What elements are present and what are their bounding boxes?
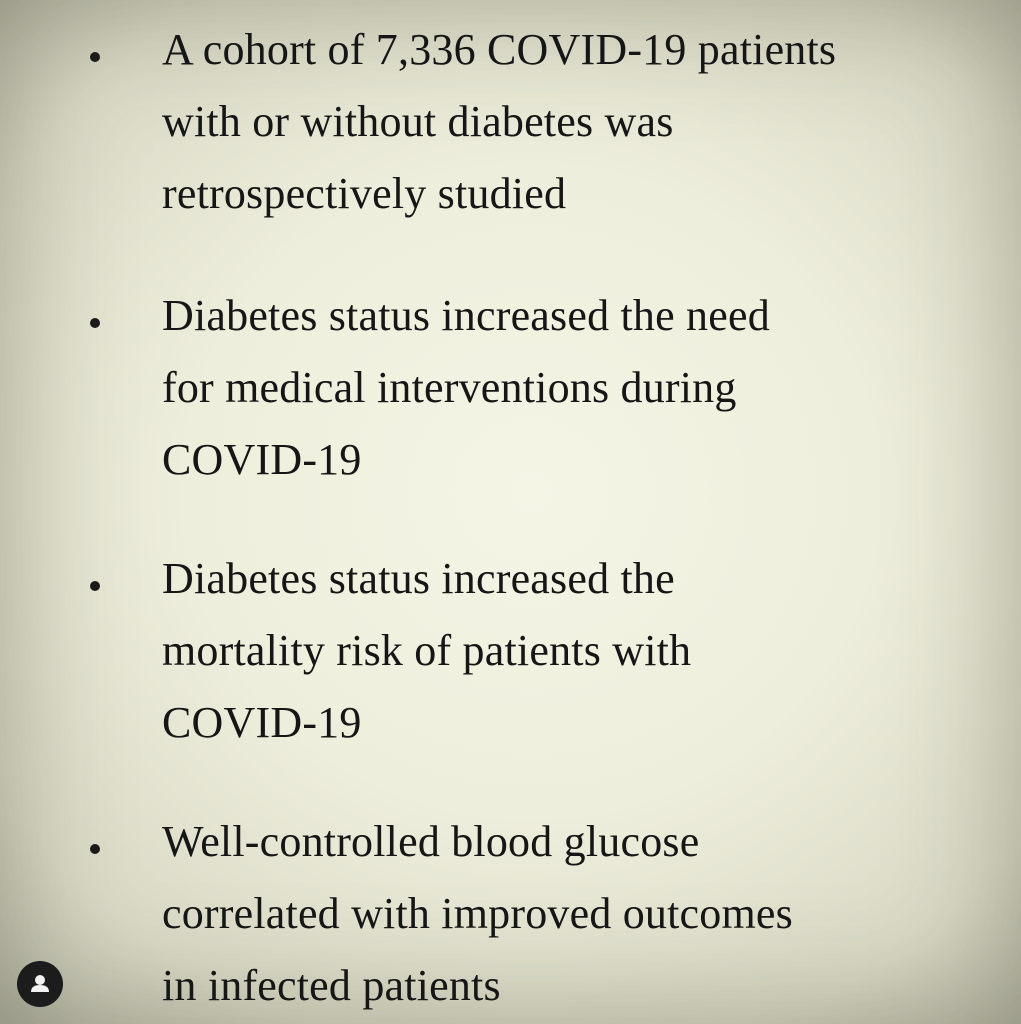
bullet-dot-icon xyxy=(90,318,100,328)
user-icon xyxy=(17,961,63,1007)
bullet-dot-icon xyxy=(90,844,100,854)
profile-button[interactable] xyxy=(17,961,63,1007)
text-line: correlated with improved outcomes xyxy=(162,889,793,938)
bullet-dot-icon xyxy=(90,52,100,62)
text-line: Diabetes status increased the need xyxy=(162,291,770,340)
list-item-text xyxy=(162,14,982,230)
text-line: COVID-19 xyxy=(162,435,362,484)
list-item-text xyxy=(162,543,982,759)
list-item-text xyxy=(162,280,982,496)
text-line: retrospectively studied xyxy=(162,169,567,218)
text-line: Diabetes status increased the xyxy=(162,554,675,603)
text-line: A cohort of 7,336 COVID-19 patients xyxy=(162,25,837,74)
text-line: for medical interventions during xyxy=(162,363,737,412)
text-line: with or without diabetes was xyxy=(162,97,674,146)
text-line: in infected patients xyxy=(162,961,501,1010)
text-line: COVID-19 xyxy=(162,698,362,747)
list-item-text xyxy=(162,806,982,1022)
text-line: mortality risk of patients with xyxy=(162,626,692,675)
text-line: Well-controlled blood glucose xyxy=(162,817,700,866)
bullet-dot-icon xyxy=(90,581,100,591)
